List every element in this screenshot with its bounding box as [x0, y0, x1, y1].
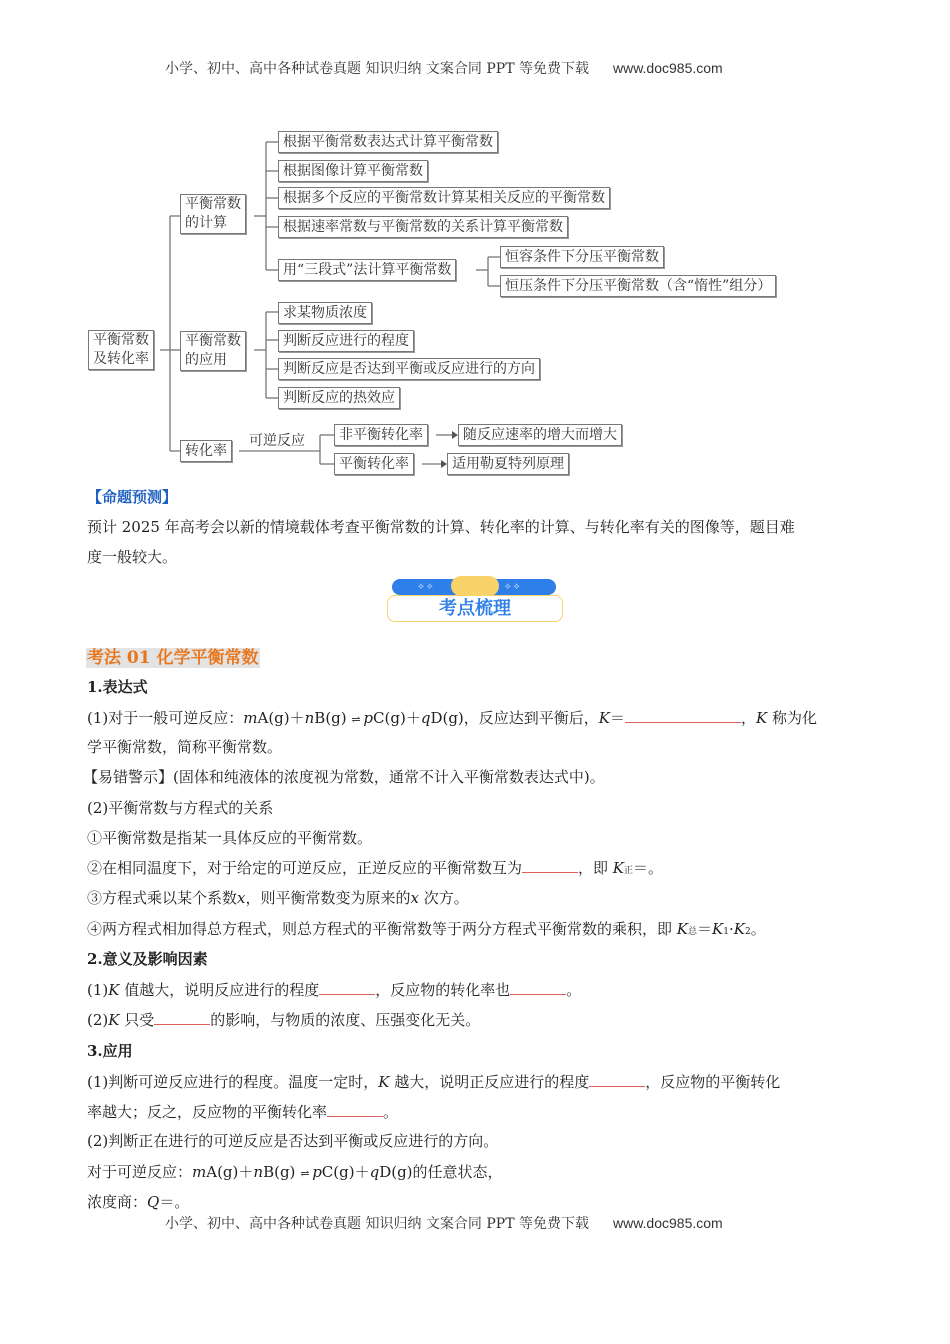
header-link[interactable]: www.doc985.com	[612, 60, 723, 76]
node-calc-item: 根据平衡常数表达式计算平衡常数	[278, 131, 498, 153]
text-line: ③方程式乘以某个系数x，则平衡常数变为原来的x 次方。	[87, 889, 469, 907]
text-line: (1)对于一般可逆反应：mA(g)＋nB(g) ⇌ pC(g)＋qD(g)，反应达到平衡后，K＝ ，K 称为化	[87, 709, 818, 727]
header-text: 小学、初中、高中各种试卷真题 知识归纳 文案合同 PPT 等免费下载	[165, 61, 589, 77]
node-pressure-item: 恒压条件下分压平衡常数（含“惰性”组分）	[500, 275, 776, 297]
banner-title: 考点梳理	[387, 595, 563, 622]
node-calc-item: 用“三段式”法计算平衡常数	[278, 259, 456, 281]
forecast-title: 【命题预测】	[87, 488, 178, 506]
text-line: 浓度商：Q＝。	[87, 1193, 190, 1211]
banner-bar: ⟡ ⟡ ⟡ ⟡	[392, 579, 556, 595]
edge-label-reversible: 可逆反应	[249, 433, 305, 449]
subsection-title: 2.意义及影响因素	[87, 950, 208, 968]
text-line: 率越大；反之，反应物的平衡转化率 。	[87, 1103, 399, 1121]
text-line: (2)判断正在进行的可逆反应是否达到平衡或反应进行的方向。	[87, 1132, 499, 1150]
subsection-title: 3.应用	[87, 1042, 133, 1060]
equilibrium-arrow-icon: ⇌	[351, 713, 359, 726]
text-line: (2)K 只受 的影响，与物质的浓度、压强变化无关。	[87, 1011, 481, 1029]
text-line: ①平衡常数是指某一具体反应的平衡常数。	[87, 829, 373, 847]
node-calc-item: 根据多个反应的平衡常数计算某相关反应的平衡常数	[278, 187, 610, 209]
footer-text: 小学、初中、高中各种试卷真题 知识归纳 文案合同 PPT 等免费下载	[165, 1216, 589, 1232]
node-root: 平衡常数 及转化率	[88, 330, 154, 370]
forecast-text: 预计 2025 年高考会以新的情境载体考查平衡常数的计算、转化率的计算、与转化率有关的图像等，题目难	[87, 518, 795, 536]
node-app-item: 判断反应进行的程度	[278, 330, 414, 352]
subsection-title: 1.表达式	[87, 678, 148, 696]
node-app: 平衡常数 的应用	[180, 331, 246, 371]
answer-blank[interactable]	[327, 1102, 383, 1117]
text-line: (1)K 值越大，说明反应进行的程度 ，反应物的转化率也 。	[87, 981, 582, 999]
answer-blank[interactable]	[319, 980, 375, 995]
answer-blank[interactable]	[589, 1072, 645, 1087]
node-calc: 平衡常数 的计算	[180, 194, 246, 234]
page-footer	[165, 1213, 723, 1233]
answer-blank[interactable]	[154, 1010, 210, 1025]
node-calc-item: 根据图像计算平衡常数	[278, 160, 428, 182]
text-line: (2)平衡常数与方程式的关系	[87, 799, 274, 817]
answer-blank[interactable]	[510, 980, 566, 995]
text-line: 学平衡常数，简称平衡常数。	[87, 738, 283, 756]
text-line: 对于可逆反应：mA(g)＋nB(g) ⇌ pC(g)＋qD(g)的任意状态，	[87, 1163, 503, 1181]
text-line: (1)判断可逆反应进行的程度。温度一定时，K 越大，说明正反应进行的程度 ，反应物的平衡转化	[87, 1073, 781, 1091]
forecast-text: 度一般较大。	[87, 548, 178, 566]
node-app-item: 判断反应是否达到平衡或反应进行的方向	[278, 358, 540, 380]
answer-blank[interactable]	[625, 708, 741, 723]
node-app-item: 求某物质浓度	[278, 302, 372, 324]
node-pressure-item: 恒容条件下分压平衡常数	[500, 246, 664, 268]
text-line: ④两方程式相加得总方程式，则总方程式的平衡常数等于两分方程式平衡常数的乘积，即 K总＝K1·K2。	[87, 920, 766, 938]
node-conv-item: 平衡转化率	[334, 453, 414, 475]
node-conv-item: 非平衡转化率	[334, 424, 428, 446]
equilibrium-arrow-icon: ⇌	[300, 1167, 308, 1180]
node-conv-result: 适用勒夏特列原理	[447, 453, 569, 475]
node-calc-item: 根据速率常数与平衡常数的关系计算平衡常数	[278, 216, 568, 238]
node-app-item: 判断反应的热效应	[278, 387, 400, 409]
text-line: 【易错警示】(固体和纯液体的浓度视为常数，通常不计入平衡常数表达式中)。	[83, 768, 605, 786]
text-line: ②在相同温度下，对于给定的可逆反应，正逆反应的平衡常数互为 ，即 K正＝。	[87, 859, 664, 877]
node-conv: 转化率	[180, 440, 232, 462]
node-conv-result: 随反应速率的增大而增大	[458, 424, 622, 446]
section-heading: 考法 01 化学平衡常数	[87, 648, 259, 668]
banner-tab	[451, 576, 499, 596]
footer-link[interactable]: www.doc985.com	[612, 1215, 723, 1231]
answer-blank[interactable]	[522, 858, 578, 873]
